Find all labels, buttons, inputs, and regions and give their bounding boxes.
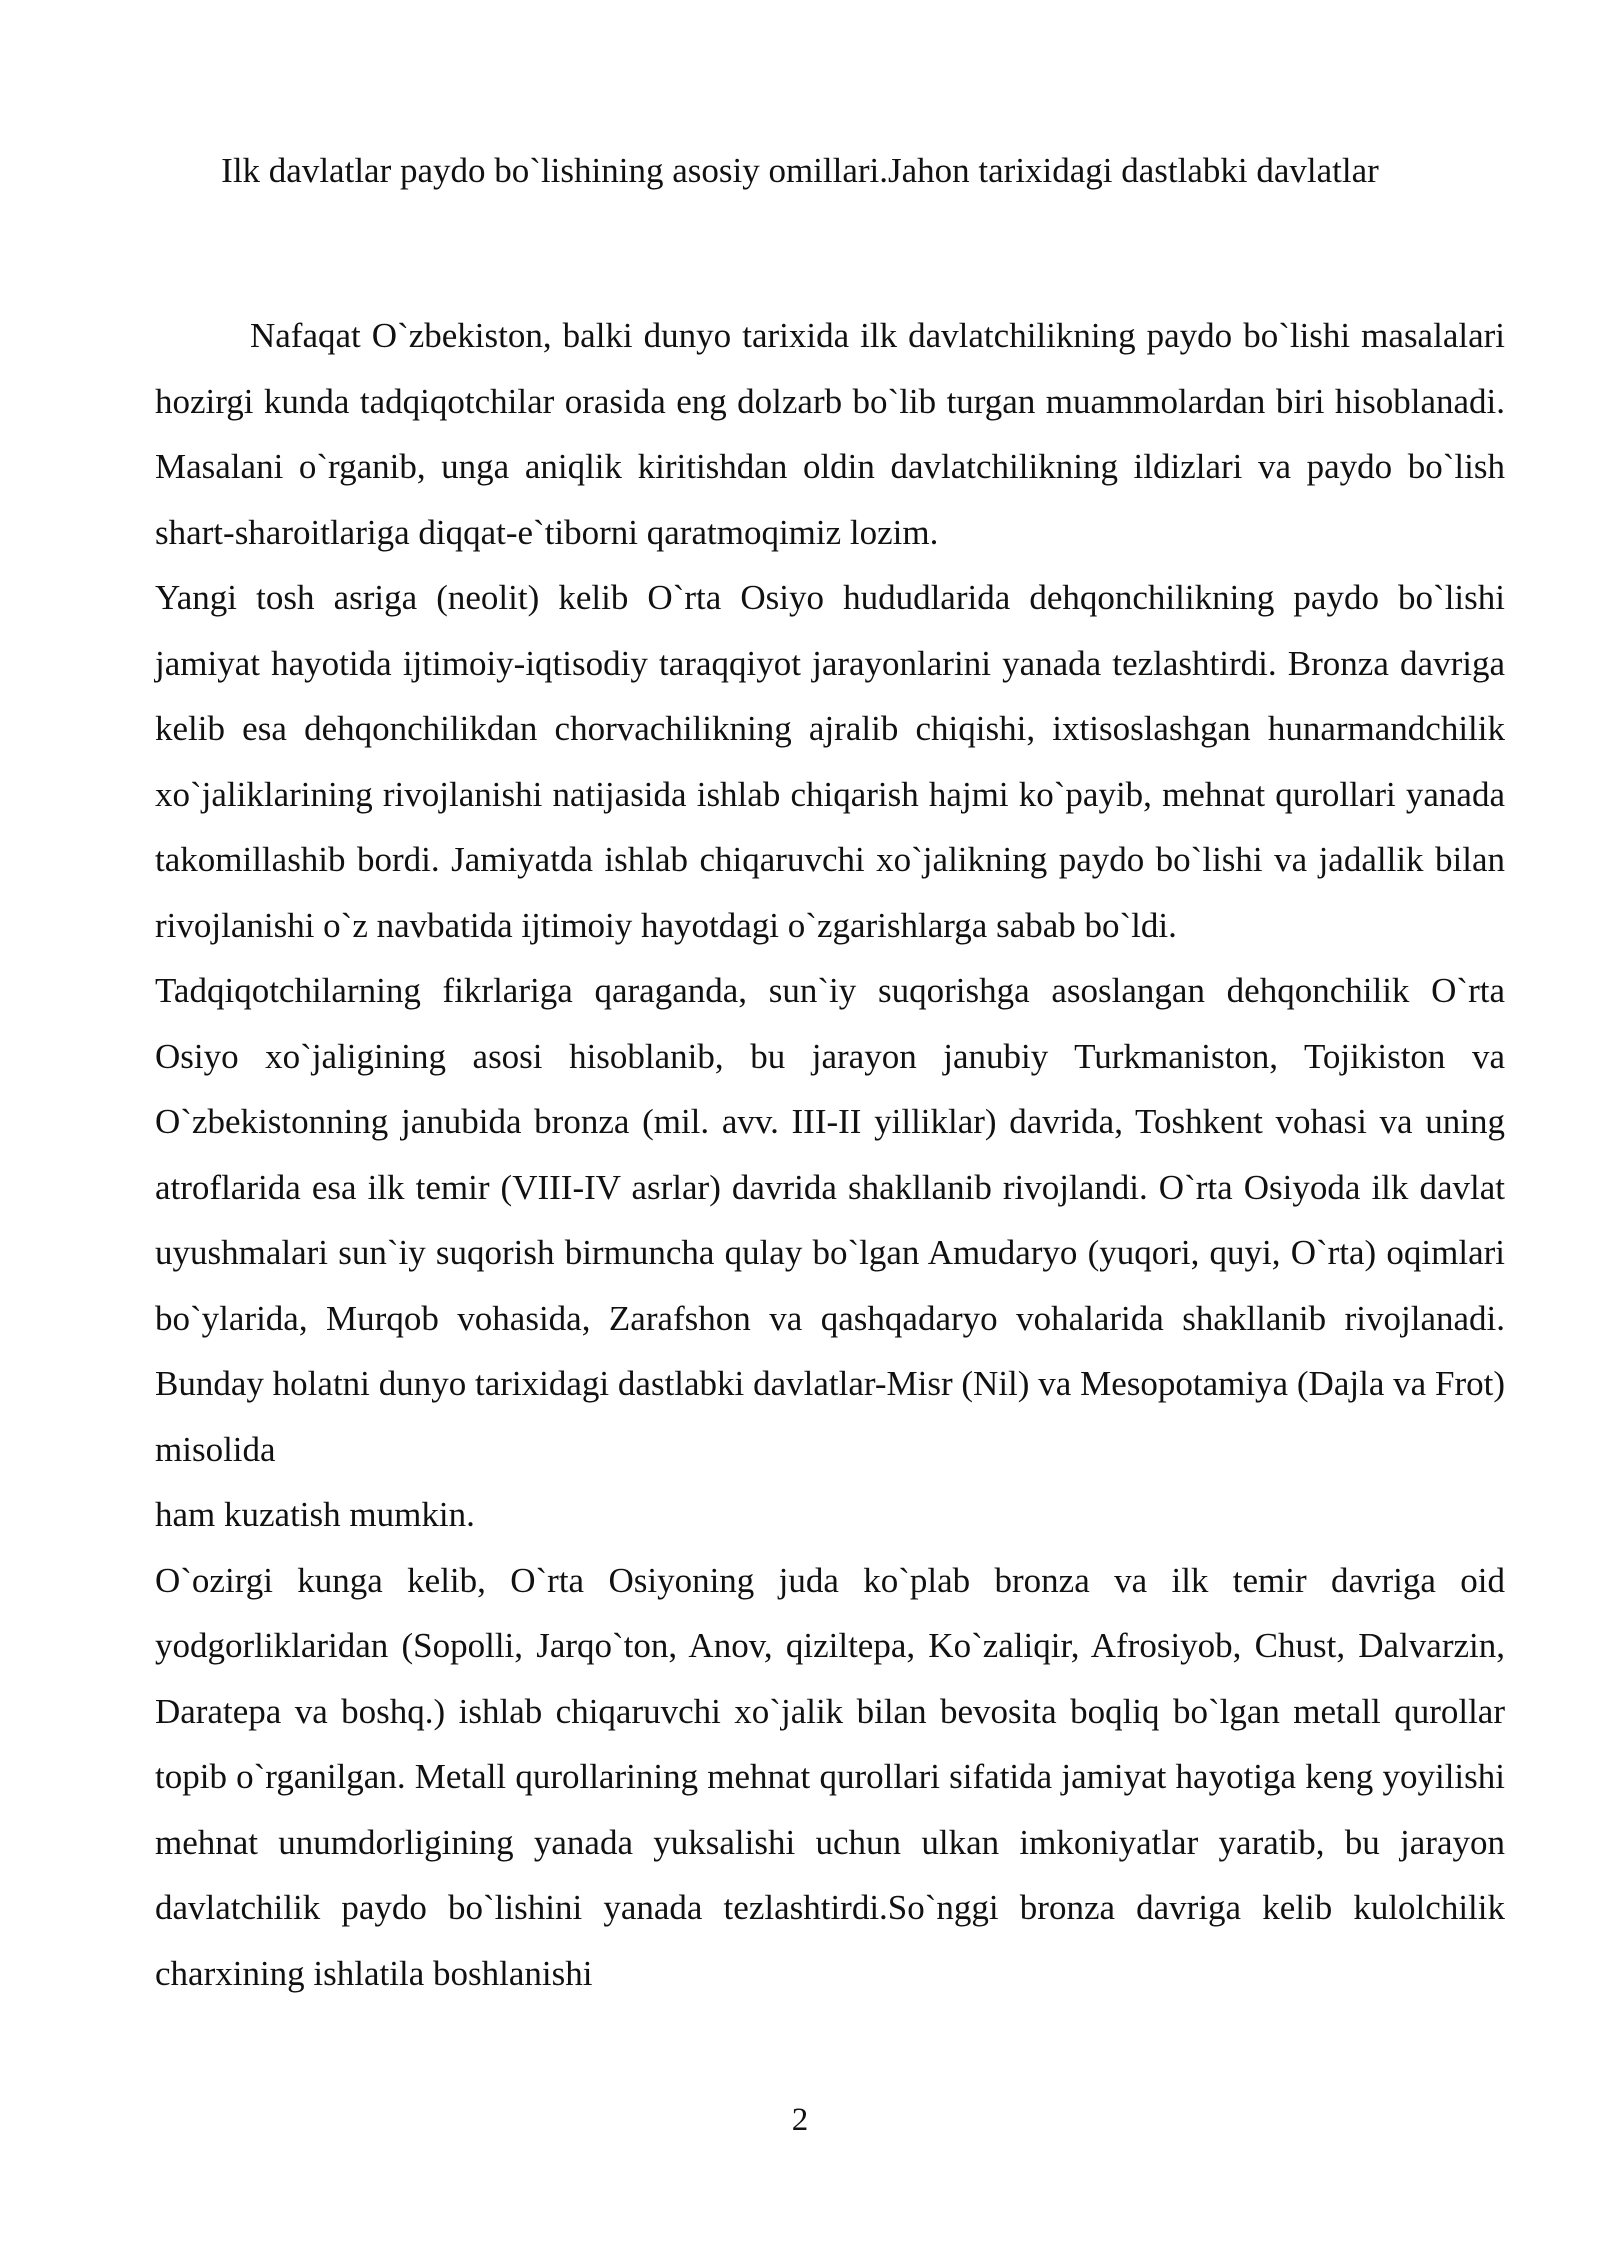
paragraph-intro: Nafaqat O`zbekiston, balki dunyo tarixida ilk davlatchilikning paydo bo`lishi masalalari hozirgi kunda tadqiqotchilar orasida eng dolzarb bo`lib turgan muammolardan biri hisoblanadi. Masalani o`rganib, unga aniqlik kiritishdan oldin davlatchilikning ildizlari va paydo bo`lish shart-sharoitlariga diqqat-e`tiborni qaratmoqimiz lozim. (155, 316, 1505, 552)
body-text (155, 303, 1505, 2006)
paragraph-bronze-age: O`ozirgi kunga kelib, O`rta Osiyoning juda ko`plab bronza va ilk temir davriga oid yodgorliklaridan (Sopolli, Jarqo`ton, Anov, qiziltepa, Ko`zaliqir, Afrosiyob, Chust, Dalvarzin, Daratepa va boshq.) ishlab chiqaruvchi xo`jalik bilan bevosita boqliq bo`lgan metall qurollar topib o`rganilgan. Metall qurollarining mehnat qurollari sifatida jamiyat hayotiga keng yoyilishi mehnat unumdorligining yanada yuksalishi uchun ulkan imkoniyatlar yaratib, bu jarayon davlatchilik paydo bo`lishini yanada tezlashtirdi.So`nggi bronza davriga kelib kulolchilik charxining ishlatila boshlanishi (155, 1560, 1505, 1993)
page-title: Ilk davlatlar paydo bo`lishining asosiy omillari.Jahon tarixidagi dastlabki davlatlar (221, 151, 1379, 190)
paragraph-irrigation: Tadqiqotchilarning fikrlariga qaraganda, sun`iy suqorishga asoslangan dehqonchilik O`rta Osiyo xo`jaligining asosi hisoblanib, bu jarayon janubiy Turkmaniston, Tojikiston va O`zbekistonning janubida bronza (mil. avv. III-II yilliklar) davrida, Toshkent vohasi va uning atroflarida esa ilk temir (VIII-IV asrlar) davrida shakllanib rivojlandi. O`rta Osiyoda ilk davlat uyushmalari sun`iy suqorish birmuncha qulay bo`lgan Amudaryo (yuqori, quyi, O`rta) oqimlari bo`ylarida, Murqob vohasida, Zarafshon va qashqadaryo vohalarida shakllanib rivojlanadi. Bunday holatni dunyo tarixidagi dastlabki davlatlar-Misr (Nil) va Mesopotamiya (Dajla va Frot) misolida (155, 971, 1505, 1469)
paragraph-neolithic: Yangi tosh asriga (neolit) kelib O`rta Osiyo hududlarida dehqonchilikning paydo bo`lishi jamiyat hayotida ijtimoiy-iqtisodiy taraqqiyot jarayonlarini yanada tezlashtirdi. Bronza davriga kelib esa dehqonchilikdan chorvachilikning ajralib chiqishi, ixtisoslashgan hunarmandchilik xo`jaliklarining rivojlanishi natijasida ishlab chiqarish hajmi ko`payib, mehnat qurollari yanada takomillashib bordi. Jamiyatda ishlab chiqaruvchi xo`jalikning paydo bo`lishi va jadallik bilan rivojlanishi o`z navbatida ijtimoiy hayotdagi o`zgarishlarga sabab bo`ldi. (155, 578, 1505, 945)
paragraph-observation: ham kuzatish mumkin. (155, 1495, 475, 1534)
page-number: 2 (791, 2102, 809, 2138)
